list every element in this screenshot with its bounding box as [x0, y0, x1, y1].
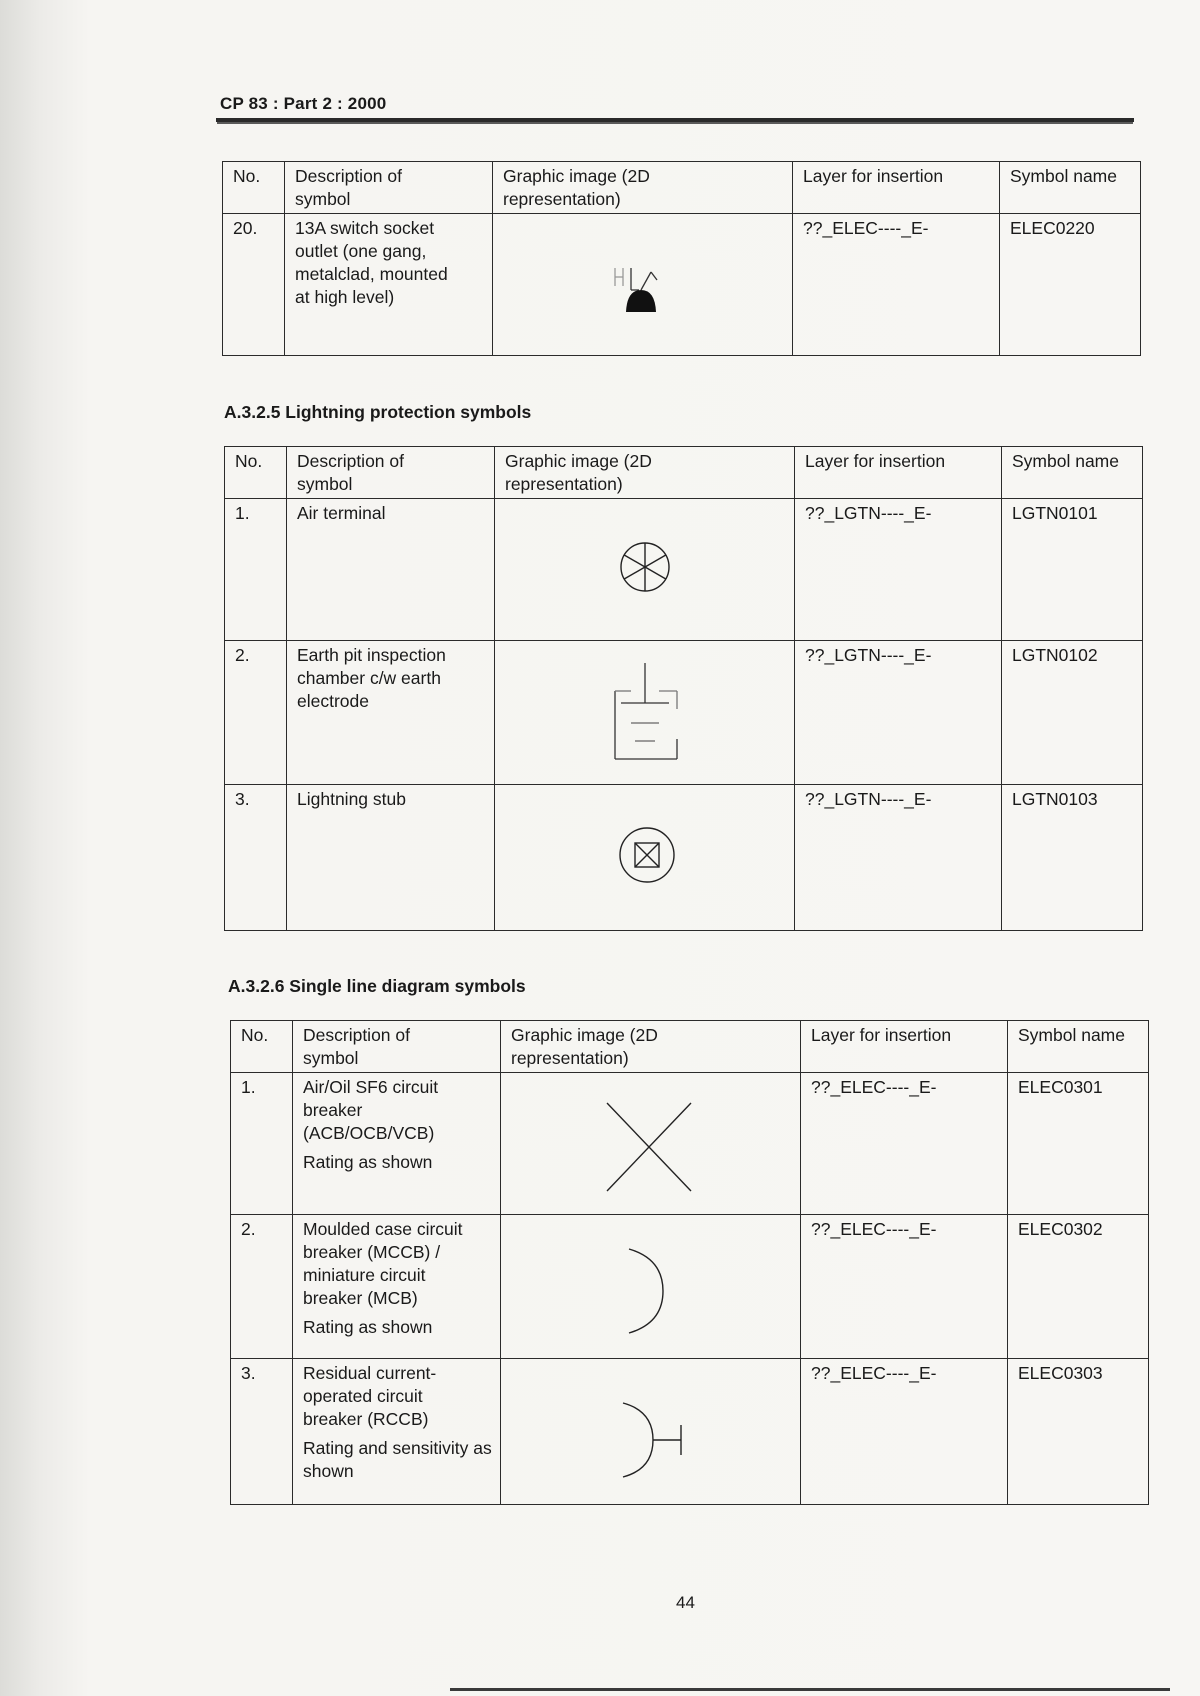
row-layer: ??_ELEC----_E-	[801, 1215, 1008, 1359]
mccb-symbol	[623, 1241, 673, 1341]
row-symbol-name: ELEC0301	[1008, 1073, 1149, 1215]
header-rule	[216, 118, 1134, 122]
row-layer: ??_ELEC----_E-	[801, 1359, 1008, 1505]
header-symbol-name: Symbol name	[1008, 1021, 1149, 1073]
row-number: 20.	[223, 214, 285, 356]
row-description: Earth pit inspection chamber c/w earth electrode	[287, 641, 495, 785]
section-heading-lightning: A.3.2.5 Lightning protection symbols	[224, 402, 532, 422]
document-header-title: CP 83 : Part 2 : 2000	[220, 94, 387, 113]
row-description: Air/Oil SF6 circuit breaker (ACB/OCB/VCB) Rating as shown	[293, 1073, 501, 1215]
lightning-symbol-table	[224, 446, 1143, 931]
header-no: No.	[223, 162, 285, 214]
earth-pit-symbol	[607, 659, 687, 769]
row-description: 13A switch socket outlet (one gang, metalclad, mounted at high level)	[285, 214, 493, 356]
row-symbol-name: LGTN0102	[1002, 641, 1143, 785]
header-layer: Layer for insertion	[801, 1021, 1008, 1073]
row-description: Moulded case circuit breaker (MCCB) / miniature circuit breaker (MCB) Rating as shown	[293, 1215, 501, 1359]
row-graphic	[495, 785, 795, 931]
row-number: 3.	[231, 1359, 293, 1505]
single-line-symbol-table	[230, 1020, 1149, 1505]
row-layer: ??_ELEC----_E-	[793, 214, 1000, 356]
rccb-symbol	[617, 1395, 697, 1485]
row-layer: ??_ELEC----_E-	[801, 1073, 1008, 1215]
row-layer: ??_LGTN----_E-	[795, 641, 1002, 785]
header-graphic: Graphic image (2D representation)	[493, 162, 793, 214]
page-number: 44	[676, 1593, 695, 1612]
row-symbol-name: LGTN0101	[1002, 499, 1143, 641]
row-graphic	[501, 1359, 801, 1505]
footer-rule	[450, 1688, 1170, 1691]
air-terminal-symbol	[617, 539, 673, 595]
row-symbol-name: ELEC0303	[1008, 1359, 1149, 1505]
table-row	[225, 641, 1143, 785]
row-number: 3.	[225, 785, 287, 931]
table-row	[223, 214, 1141, 356]
header-layer: Layer for insertion	[795, 447, 1002, 499]
circuit-breaker-symbol	[601, 1097, 697, 1197]
row-graphic	[501, 1073, 801, 1215]
header-description: Description of symbol	[287, 447, 495, 499]
section-heading-single-line: A.3.2.6 Single line diagram symbols	[228, 976, 526, 996]
table-row	[231, 1215, 1149, 1359]
header-layer: Layer for insertion	[793, 162, 1000, 214]
row-graphic	[501, 1215, 801, 1359]
row-graphic	[495, 499, 795, 641]
table-row	[231, 1359, 1149, 1505]
header-no: No.	[231, 1021, 293, 1073]
header-graphic: Graphic image (2D representation)	[495, 447, 795, 499]
switch-socket-high-level-symbol	[603, 254, 683, 324]
row-number: 2.	[231, 1215, 293, 1359]
row-description: Air terminal	[287, 499, 495, 641]
header-symbol-name: Symbol name	[1000, 162, 1141, 214]
row-graphic	[495, 641, 795, 785]
table-row	[225, 499, 1143, 641]
header-no: No.	[225, 447, 287, 499]
table-row	[231, 1073, 1149, 1215]
row-symbol-name: LGTN0103	[1002, 785, 1143, 931]
row-number: 1.	[231, 1073, 293, 1215]
table-header-row	[231, 1021, 1149, 1073]
header-graphic: Graphic image (2D representation)	[501, 1021, 801, 1073]
header-symbol-name: Symbol name	[1002, 447, 1143, 499]
table-header-row	[223, 162, 1141, 214]
row-number: 2.	[225, 641, 287, 785]
table-row	[225, 785, 1143, 931]
row-number: 1.	[225, 499, 287, 641]
row-graphic	[493, 214, 793, 356]
row-layer: ??_LGTN----_E-	[795, 785, 1002, 931]
table-header-row	[225, 447, 1143, 499]
symbol-table-continued	[222, 161, 1141, 356]
row-description: Residual current- operated circuit breaker (RCCB) Rating and sensitivity as shown	[293, 1359, 501, 1505]
row-description: Lightning stub	[287, 785, 495, 931]
header-description: Description of symbol	[293, 1021, 501, 1073]
header-description: Description of symbol	[285, 162, 493, 214]
row-layer: ??_LGTN----_E-	[795, 499, 1002, 641]
row-symbol-name: ELEC0220	[1000, 214, 1141, 356]
lightning-stub-symbol	[615, 823, 679, 887]
row-symbol-name: ELEC0302	[1008, 1215, 1149, 1359]
